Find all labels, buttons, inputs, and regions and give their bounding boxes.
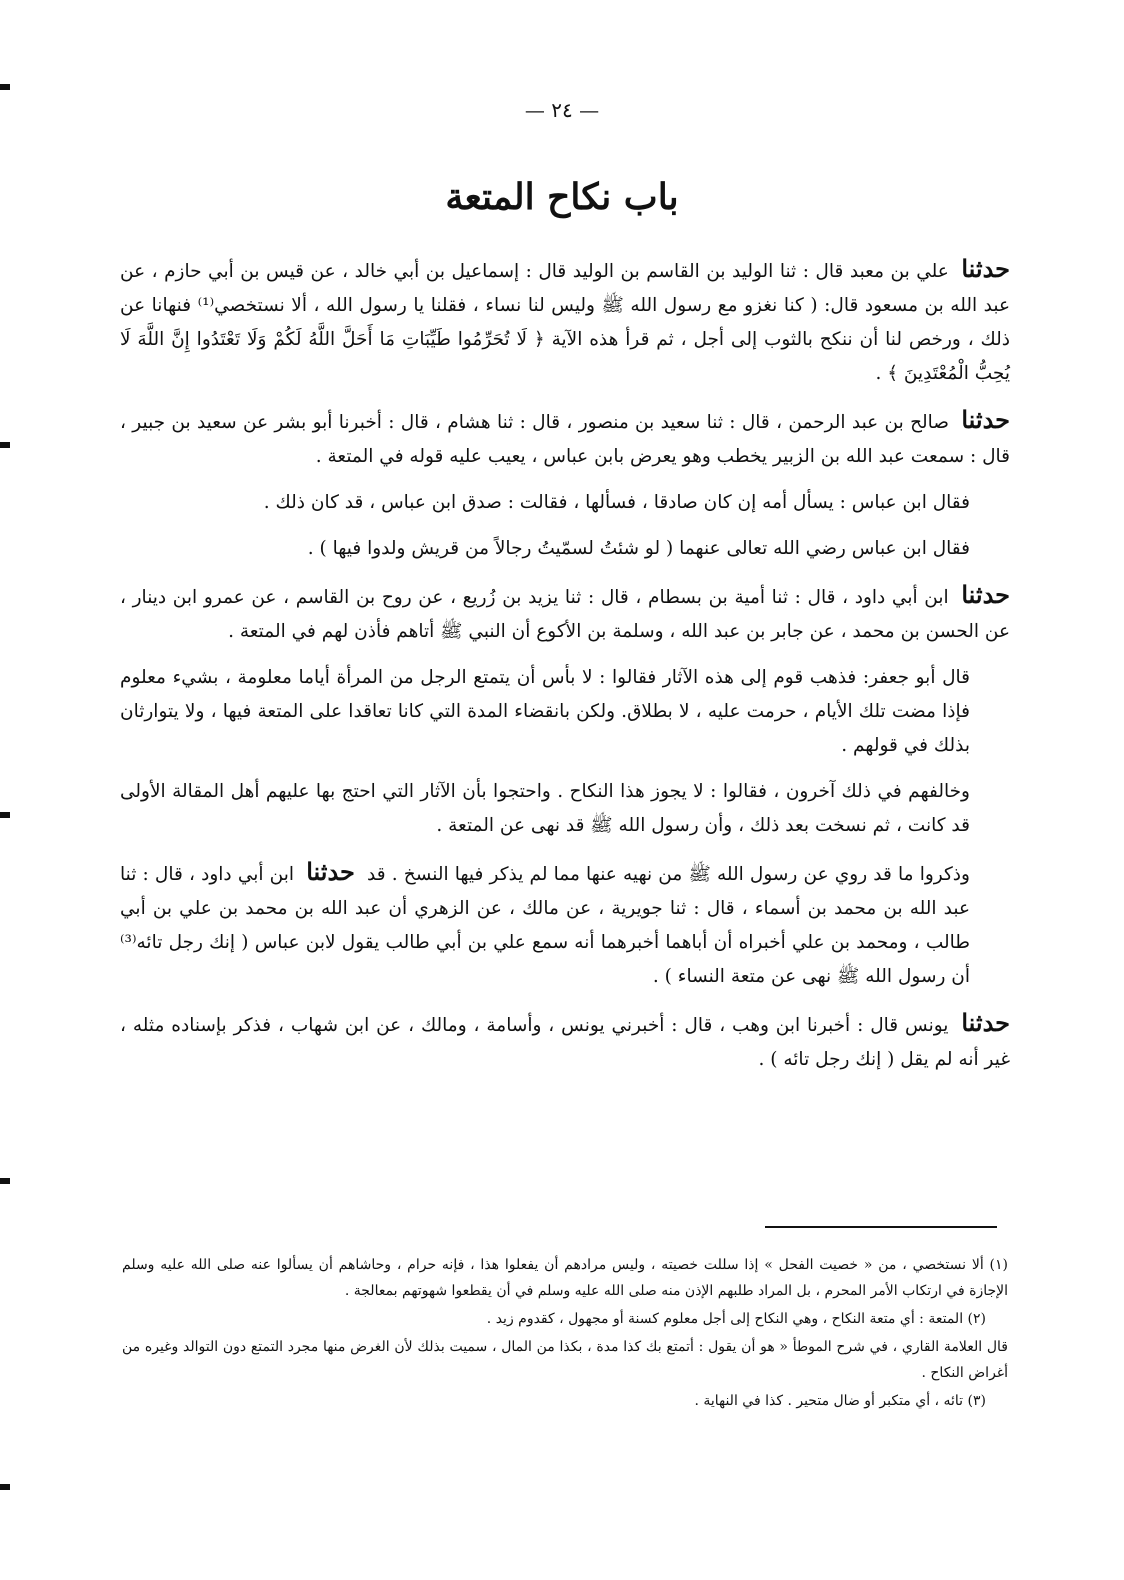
- paragraph: [120, 578, 1010, 649]
- hadith-lead-word: حدثنا: [961, 254, 1010, 283]
- scan-edge-mark: [0, 1178, 10, 1184]
- paragraph: [120, 775, 1010, 843]
- paragraph-text: ابن أبي داود ، قال : ثنا أمية بن بسطام ، قال : ثنا يزيد بن زُريع ، عن روح بن القاسم ، عن عمرو ابن دينار ، عن الحسن بن محمد ، عن جابر بن عبد الله ، وسلمة بن الأكوع أن النبي ﷺ أتاهم فأذن لهم في المتعة .: [120, 587, 1010, 642]
- paragraph-text: يونس قال : أخبرنا ابن وهب ، قال : أخبرني يونس ، وأسامة ، ومالك ، عن ابن شهاب ، فذكر بإسناده مثله ، غير أنه لم يقل ( إنك رجل تائه ) .: [120, 1015, 1010, 1070]
- hadith-lead-word: حدثنا: [961, 580, 1010, 609]
- paragraph: [120, 486, 1010, 520]
- page-number: — ٢٤ —: [524, 98, 600, 122]
- paragraph-text: علي بن معبد قال : ثنا الوليد بن القاسم بن الوليد قال : إسماعيل بن أبي خالد ، عن قيس بن أبي حازم ، عن عبد الله بن مسعود قال: ( كنا نغزو مع رسول الله ﷺ وليس لنا نساء ، فقلنا يا رسول الله ، ألا نستخصي⁽¹⁾ فنهانا عن ذلك ، ورخص لنا أن ننكح بالثوب إلى أجل ، ثم قرأ هذه الآية ﴿ لَا تُحَرِّمُوا طَيِّبَاتِ مَا أَحَلَّ اللَّهُ لَكُمْ وَلَا تَعْتَدُوا إِنَّ اللَّهَ لَا يُحِبُّ الْمُعْتَدِينَ ﴾ .: [120, 261, 1011, 384]
- scan-edge-mark: [0, 84, 10, 90]
- paragraph: [120, 532, 1010, 566]
- paragraph-text-before: وذكروا ما قد روي عن رسول الله ﷺ من نهيه عنها مما لم يذكر فيها النسخ . قد: [367, 864, 970, 885]
- paragraph-text: ابن أبي داود ، قال : ثنا عبد الله بن محمد بن أسماء ، قال : ثنا جويرية ، عن مالك ، عن الزهري أن عبد الله بن محمد بن علي بن أبي طالب ، ومحمد بن علي أخبراه أن أباهما أخبرهما أنه سمع علي بن أبي طالب يقول لابن عباس ( إنك رجل تائه⁽³⁾ أن رسول الله ﷺ نهى عن متعة النساء ) .: [120, 864, 970, 987]
- paragraph-text: قال أبو جعفر: فذهب قوم إلى هذه الآثار فقالوا : لا بأس أن يتمتع الرجل من المرأة أياما معلومة ، بشيء معلوم فإذا مضت تلك الأيام ، حرمت عليه ، لا بطلاق. ولكن بانقضاء المدة التي كانا تعاقدا على المتعة فيها ، ولا يتوارثان بذلك في قولهم .: [120, 667, 970, 756]
- scan-edge-mark: [0, 1484, 10, 1490]
- hadith-lead-word: حدثنا: [961, 1008, 1010, 1037]
- footnote: (١) ألا نستخصي ، من « خصيت الفحل » إذا سللت خصيته ، وليس مرادهم أن يفعلوا هذا ، فإنه حرام ، وحاشاهم أن يسألوا عنه صلى الله عليه وسلم الإجازة في ارتكاب الأمر المحرم ، بل المراد طلبهم الإذن منه صلى الله عليه وسلم في أن يقطعوا شهوتهم بمعالجة .: [122, 1257, 1008, 1299]
- main-text: [120, 252, 1010, 1089]
- paragraph-text: فقال ابن عباس رضي الله تعالى عنهما ( لو شئتُ لسمّيتُ رجالاً من قريش ولدوا فيها ) .: [307, 538, 970, 559]
- footnote: قال العلامة القاري ، في شرح الموطأ « هو أن يقول : أتمتع بك كذا مدة ، بكذا من المال ، سميت بذلك لأن الغرض منها مجرد التمتع دون التوالد وغيره من أغراض النكاح .: [122, 1339, 1008, 1381]
- paragraph: [120, 403, 1010, 474]
- paragraph-text: وخالفهم في ذلك آخرون ، فقالوا : لا يجوز هذا النكاح . واحتجوا بأن الآثار التي احتج بها عليهم أهل المقالة الأولى قد كانت ، ثم نسخت بعد ذلك ، وأن رسول الله ﷺ قد نهى عن المتعة .: [120, 781, 970, 836]
- paragraph: [120, 661, 1010, 763]
- paragraph-text: فقال ابن عباس : يسأل أمه إن كان صادقا ، فسألها ، فقالت : صدق ابن عباس ، قد كان ذلك .: [263, 492, 970, 513]
- paragraph: [120, 855, 1010, 994]
- scan-edge-mark: [0, 442, 10, 448]
- chapter-title: باب نكاح المتعة: [445, 176, 679, 218]
- scan-edge-mark: [0, 812, 10, 818]
- paragraph-text: صالح بن عبد الرحمن ، قال : ثنا سعيد بن منصور ، قال : ثنا هشام ، قال : أخبرنا أبو بشر عن سعيد بن جبير ، قال : سمعت عبد الله بن الزبير يخطب وهو يعرض بابن عباس ، يعيب عليه قوله في المتعة .: [120, 412, 1010, 467]
- footnotes: [122, 1252, 1008, 1416]
- footnote-separator: [765, 1226, 997, 1228]
- footnote: (٣) تائه ، أي متكبر أو ضال متحير . كذا في النهاية .: [694, 1393, 986, 1409]
- footnote: (٢) المتعة : أي متعة النكاح ، وهي النكاح إلى أجل معلوم كسنة أو مجهول ، كقدوم زيد .: [486, 1311, 986, 1327]
- paragraph: [120, 1006, 1010, 1077]
- hadith-lead-word: حدثنا: [306, 857, 355, 886]
- hadith-lead-word: حدثنا: [961, 405, 1011, 434]
- paragraph: [120, 252, 1010, 391]
